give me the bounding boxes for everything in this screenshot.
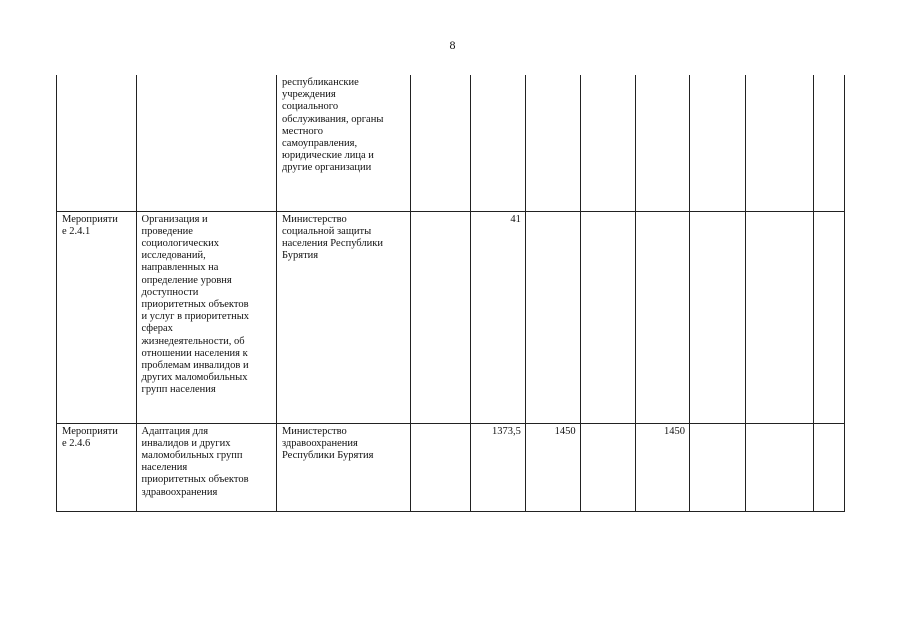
table-row bbox=[57, 423, 845, 511]
cell-name: Организация и проведение социологических исследований, направленных на определение уровня доступности приоритетных объектов и услуг в приоритетных сферах жизнедеятельности, об отношении населения к проблемам инвалидов и других маломобильных групп населения bbox=[136, 211, 276, 423]
cell-name: Адаптация для инвалидов и других маломобильных групп населения приоритетных объектов здравоохранения bbox=[136, 423, 276, 511]
cell-value bbox=[745, 211, 813, 423]
cell-value bbox=[525, 211, 580, 423]
cell-value bbox=[411, 211, 471, 423]
cell-value bbox=[813, 211, 844, 423]
cell-value bbox=[411, 75, 471, 211]
cell-value: 1450 bbox=[636, 423, 690, 511]
cell-code bbox=[57, 75, 137, 211]
cell-value bbox=[471, 75, 526, 211]
cell-value bbox=[580, 423, 636, 511]
cell-value bbox=[636, 211, 690, 423]
page-number: 8 bbox=[449, 38, 456, 52]
cell-name bbox=[136, 75, 276, 211]
cell-value bbox=[690, 423, 746, 511]
cell-value bbox=[411, 423, 471, 511]
program-table bbox=[56, 75, 845, 512]
cell-value: 1373,5 bbox=[471, 423, 526, 511]
cell-executor: Министерство социальной защиты населения Республики Бурятия bbox=[276, 211, 410, 423]
cell-executor: республиканские учреждения социального обслуживания, органы местного самоуправления, юридические лица и другие организации bbox=[276, 75, 410, 211]
cell-executor: Министерство здравоохранения Республики Бурятия bbox=[276, 423, 410, 511]
cell-value bbox=[813, 423, 844, 511]
cell-value bbox=[690, 75, 746, 211]
cell-value bbox=[636, 75, 690, 211]
cell-code: Мероприяти е 2.4.6 bbox=[57, 423, 137, 511]
cell-value bbox=[690, 211, 746, 423]
cell-value bbox=[745, 423, 813, 511]
cell-value bbox=[813, 75, 844, 211]
table-row bbox=[57, 75, 845, 211]
cell-value bbox=[580, 211, 636, 423]
cell-value: 41 bbox=[471, 211, 526, 423]
cell-code: Мероприяти е 2.4.1 bbox=[57, 211, 137, 423]
table-row bbox=[57, 211, 845, 423]
cell-value: 1450 bbox=[525, 423, 580, 511]
cell-value bbox=[745, 75, 813, 211]
cell-value bbox=[580, 75, 636, 211]
cell-value bbox=[525, 75, 580, 211]
